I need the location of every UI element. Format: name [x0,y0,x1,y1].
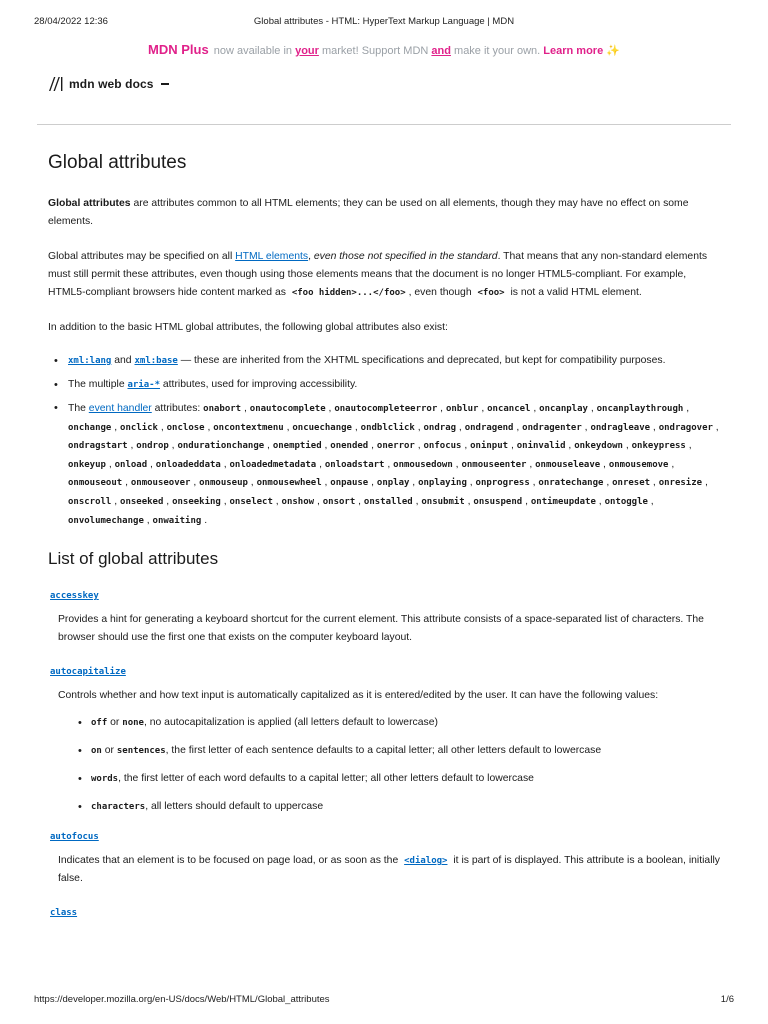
event-handler-oninvalid: oninvalid [516,441,566,452]
intro-strong: Global attributes [48,198,131,209]
event-handler-ondblclick: ondblclick [360,422,415,433]
banner-text-1: now available in [210,45,296,57]
event-handler-oncontextmenu: oncontextmenu [213,422,284,433]
learn-more-link[interactable]: Learn more [543,45,604,57]
banner-brand[interactable]: MDN Plus [148,42,209,57]
autofocus-post: it is part of is displayed. This attribute is a boolean, initially false. [58,855,721,885]
event-handler-ondragleave: ondragleave [590,422,651,433]
event-handler-onemptied: onemptied [272,441,322,452]
dialog-link[interactable]: <dialog> [404,856,448,867]
event-handler-onkeydown: onkeydown [574,441,623,452]
event-handler-oncuechange: oncuechange [292,422,352,433]
code-foo: <foo> [477,288,505,298]
event-handler-onshow: onshow [281,496,315,507]
mdn-logo[interactable] [48,76,169,92]
and-text: and [111,355,135,366]
header-divider [37,124,731,125]
event-handler-ontoggle: ontoggle [604,496,648,507]
event-handler-onloadeddata: onloadeddata [155,459,221,470]
list-item-event-handlers [48,400,720,530]
print-header [0,16,768,30]
event-handler-onratechange: onratechange [538,478,604,489]
event-handler-onmouseleave: onmouseleave [535,459,601,470]
value-on-text: , the first letter of each sentence defaults to a capital letter; all other letters default to lowercase [165,745,602,757]
banner-text-2: market! Support MDN [318,45,432,57]
code-off: off [91,718,108,729]
event-handler-onautocomplete: onautocomplete [249,404,326,414]
xml-lang-link[interactable]: xml:lang [68,356,112,366]
event-handler-onselect: onselect [229,496,273,507]
event-handler-onautocompleteerror: onautocompleteerror [334,404,438,414]
or-2: or [101,745,117,757]
print-title: Global attributes - HTML: HyperText Markup Language | MDN [253,16,515,27]
code-words: words [91,774,119,785]
print-datetime: 28/04/2022 12:36 [34,16,108,27]
event-handler-onended: onended [330,441,369,452]
event-handler-onplay: onplay [376,478,410,489]
event-handler-ondrag: ondrag [423,422,457,433]
banner-text-3: make it your own. [450,45,544,57]
event-handler-onseeked: onseeked [120,496,164,507]
event-handler-ondurationchange: ondurationchange [177,441,265,452]
page-title: Global attributes [48,152,187,173]
event-handler-onscroll: onscroll [68,496,112,507]
attr-autofocus [50,828,720,846]
xml-rest: — these are inherited from the XHTML specifications and deprecated, but kept for compatibility purposes. [177,355,666,366]
event-handler-onplaying: onplaying [418,478,467,489]
event-handler-ondragenter: ondragenter [522,422,582,433]
mdn-plus-banner [0,42,768,57]
event-handler-onkeyup: onkeyup [68,459,106,470]
event-handler-ondragstart: ondragstart [68,441,128,452]
autofocus-desc [58,852,720,888]
aria-link[interactable]: aria-* [127,380,160,390]
event-handler-onerror: onerror [376,441,415,452]
list-item-xml [48,352,720,370]
event-handler-ondrop: ondrop [136,441,169,452]
autocapitalize-desc [58,687,720,816]
intro-2-em: even those not specified in the standard [313,251,498,262]
code-none: none [122,718,144,729]
autofocus-link[interactable]: autofocus [50,832,99,843]
aria-pre: The multiple [68,379,128,390]
code-foo-hidden: <foo hidden>...</foo> [291,288,406,298]
event-handler-onmousemove: onmousemove [608,459,669,470]
event-handler-onfocus: onfocus [423,441,462,452]
list-heading: List of global attributes [48,549,219,569]
intro-2-a: Global attributes may be specified on all [48,251,236,262]
event-handler-onprogress: onprogress [475,478,530,489]
event-handler-onsort: onsort [322,496,356,507]
intro-paragraph-3: In addition to the basic HTML global attributes, the following global attributes also exist: [48,322,448,333]
autocapitalize-values [58,714,720,816]
intro-1-rest: are attributes common to all HTML elements; they can be used on all elements, though they may have no effect on some elements. [48,198,689,227]
event-handler-onloadstart: onloadstart [324,459,385,470]
event-handler-onkeypress: onkeypress [631,441,686,452]
or-1: or [107,717,123,729]
accesskey-link[interactable]: accesskey [50,591,99,602]
event-handler-oncancel: oncancel [487,404,531,414]
event-handler-ondragend: ondragend [464,422,514,433]
intro-2-b: , [308,251,314,262]
event-handler-onmouseover: onmouseover [130,478,191,489]
event-handler-oninput: oninput [470,441,509,452]
event-handler-onresize: onresize [658,478,703,489]
event-handler-onvolumechange: onvolumechange [68,515,144,526]
code-on: on [91,746,102,757]
banner-and: and [431,45,451,57]
intro-paragraph-1 [48,195,720,231]
event-handler-onabort: onabort [203,404,242,414]
intro-paragraph-2 [48,248,720,302]
extra-attributes-list [48,352,720,530]
xml-base-link[interactable]: xml:base [134,356,178,366]
value-words-text: , the first letter of each word defaults to a capital letter; all other letters default to lowercase [118,773,534,785]
class-link[interactable]: class [50,908,78,919]
accesskey-desc: Provides a hint for generating a keyboard shortcut for the current element. This attribute consists of a space-separated list of characters. The browser should use the first one that exists on the computer keyboard layout. [58,614,704,644]
print-page-number: 1/6 [720,994,734,1005]
event-handler-onloadedmetadata: onloadedmetadata [229,459,317,470]
event-handler-ondragover: ondragover [658,422,713,433]
event-handler-oncanplay: oncanplay [539,404,588,414]
event-handler-onmouseout: onmouseout [68,478,123,489]
value-off-text: , no autocapitalization is applied (all letters default to lowercase) [143,717,438,729]
autocapitalize-link[interactable]: autocapitalize [50,667,126,678]
handler-list: onabort , onautocomplete , onautocompleteerror , onblur , oncancel , oncanplay , oncanplaythrough , onchange , onclick , onclose , oncontextmenu , oncuechange , ondblclick , ondrag , ondragend , ondragenter , ondragleave , ondragover , ondragstart , ondrop , ondurationchange , onemptied , onended , onerror , onfocus , oninput , oninvalid , onkeydown , onkeypress , onkeyup , onload , onloadeddata , onloadedmetadata , onloadstart , onmousedown , onmouseenter , onmouseleave , onmousemove , onmouseout , onmouseover , onmouseup , onmousewheel , onpause , onplay , onplaying , onprogress , onratechange , onreset , onresize , onscroll , onseeked , onseeking , onselect , onshow , onsort , onstalled , onsubmit , onsuspend , ontimeupdate , ontoggle , onvolumechange , onwaiting . [68,403,719,526]
mdn-logo-icon [48,76,64,92]
eh-pre: The [68,403,89,414]
attr-class [50,904,720,922]
intro-2-e: is not a valid HTML element. [507,287,642,298]
value-on [58,742,720,760]
event-handler-onreset: onreset [612,478,651,489]
event-handler-onmousedown: onmousedown [393,459,453,470]
html-elements-link[interactable]: HTML elements [235,251,309,262]
logo-cursor [161,83,169,85]
event-handler-ontimeupdate: ontimeupdate [530,496,596,507]
event-handler-onwaiting: onwaiting [152,515,202,526]
value-off [58,714,720,732]
eh-mid: attributes: [151,403,201,414]
event-handler-onpause: onpause [330,478,369,489]
event-handler-onclose: onclose [166,422,205,433]
logo-text: mdn web docs [69,77,154,91]
autofocus-pre: Indicates that an element is to be focused on page load, or as soon as the [58,855,402,867]
event-handler-onchange: onchange [68,422,112,433]
print-url: https://developer.mozilla.org/en-US/docs/Web/HTML/Global_attributes [34,994,330,1005]
autocapitalize-desc-text: Controls whether and how text input is automatically capitalized as it is entered/edited by the user. It can have the following values: [58,690,659,702]
code-sentences: sentences [116,746,166,757]
value-characters-text: , all letters should default to uppercase [145,801,324,813]
event-handler-onsuspend: onsuspend [473,496,523,507]
event-handler-onmouseenter: onmouseenter [461,459,527,470]
attr-accesskey [50,587,720,605]
event-handler-onclick: onclick [120,422,158,433]
banner-your: your [295,45,319,57]
event-handler-onmouseup: onmouseup [199,478,248,489]
event-handler-onsubmit: onsubmit [421,496,465,507]
sparkle-icon: ✨ [606,45,620,57]
code-characters: characters [91,802,146,813]
event-handler-link[interactable]: event handler [88,403,152,414]
list-item-aria [48,376,720,394]
intro-2-d: , even though [408,287,475,298]
intro-2-c: . That means that any non-standard elements must still permit these attributes, even though using those elements means that the document is no longer HTML5-compliant. For example, HTML5-compliant browsers hide content marked as [48,251,708,298]
attr-autocapitalize [50,663,720,681]
main-content [48,150,720,922]
event-handler-onstalled: onstalled [363,496,413,507]
value-words [58,770,720,788]
event-handler-onseeking: onseeking [172,496,221,507]
event-handler-onload: onload [114,459,148,470]
event-handler-onmousewheel: onmousewheel [256,478,322,489]
event-handler-oncanplaythrough: oncanplaythrough [596,404,684,414]
aria-rest: attributes, used for improving accessibility. [160,379,358,390]
event-handler-onblur: onblur [445,404,479,414]
value-characters [58,798,720,816]
